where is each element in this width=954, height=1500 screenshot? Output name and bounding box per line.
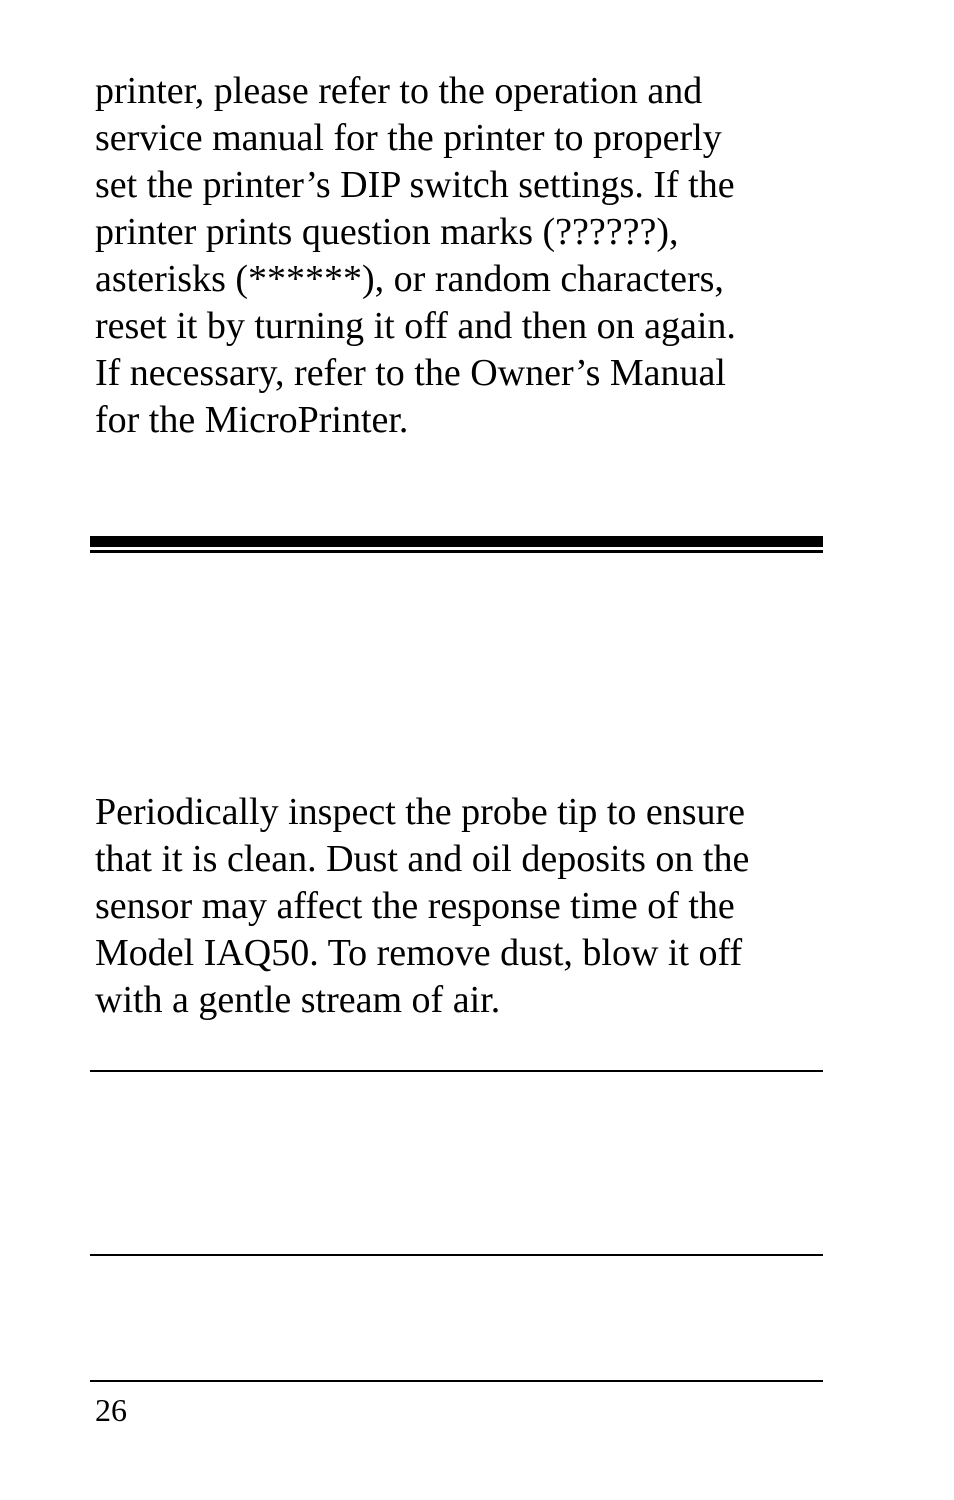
body-paragraph-printer-instructions: printer, please refer to the operation and service manual for the printer to properly set the printer’s DIP switch settings. If the printer prints question marks (??????), asterisks (******), or random characters, reset it by turning it off and then on again. If necessary, refer to the Owner’s Manual for the MicroPrinter. (95, 70, 736, 441)
horizontal-rule (90, 1070, 823, 1072)
section-divider-thick (90, 536, 823, 547)
page-number: 26 (95, 1392, 127, 1428)
body-paragraph-probe-maintenance: Periodically inspect the probe tip to ensure that it is clean. Dust and oil deposits on the sensor may affect the response time of the Model IAQ50. To remove dust, blow it off with a gentle stream of air. (95, 791, 750, 1021)
section-divider-thin (90, 550, 823, 553)
horizontal-rule (90, 1254, 823, 1256)
footer-rule (90, 1380, 823, 1382)
